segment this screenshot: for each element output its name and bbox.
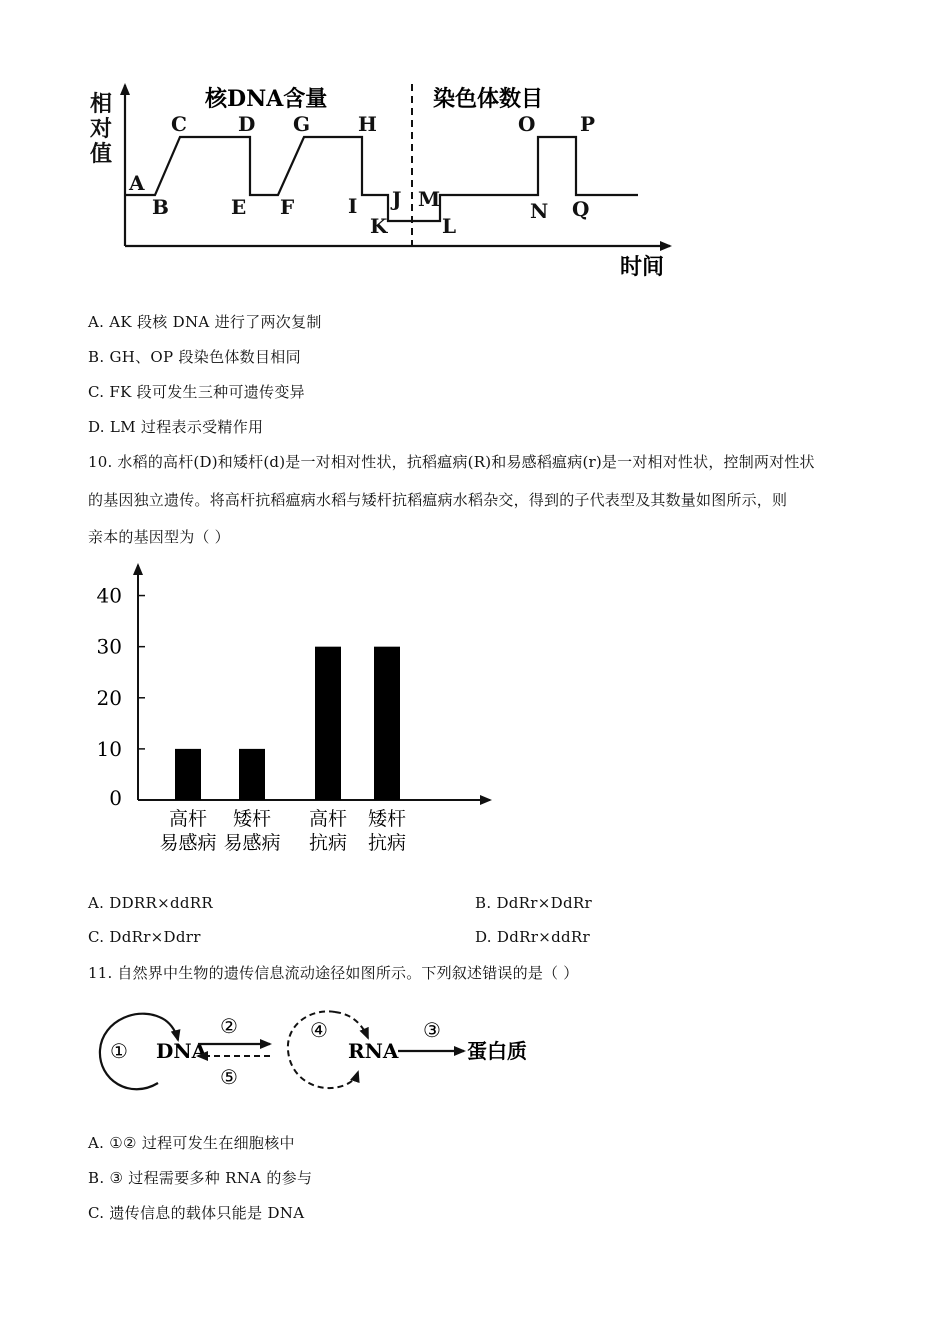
label-C: C	[171, 112, 187, 136]
label-B: B	[152, 195, 169, 219]
category-label-1-0: 矮杆	[232, 808, 272, 830]
label-1: ①	[110, 1039, 128, 1063]
q11-option-c[interactable]: C. 遗传信息的载体只能是 DNA	[88, 1204, 305, 1222]
category-label-1-1: 易感病	[223, 832, 281, 854]
label-J: J	[392, 187, 402, 211]
bar-0	[175, 749, 201, 800]
q11-stem: 11. 自然界中生物的遗传信息流动途径如图所示。下列叙述错误的是（ ）	[88, 964, 579, 982]
chromosome-title: 染色体数目	[433, 86, 544, 112]
label-A: A	[129, 171, 145, 195]
svg-text:值: 值	[89, 141, 113, 167]
category-label-3-1: 抗病	[367, 832, 407, 854]
central-dogma-diagram	[0, 1000, 950, 1100]
label-Q: Q	[572, 197, 590, 221]
x-axis-label: 时间	[620, 254, 665, 280]
label-I: I	[348, 194, 358, 218]
chromosome-number-curve	[412, 137, 638, 221]
label-5: ⑤	[220, 1065, 238, 1089]
label-P: P	[580, 112, 596, 136]
label-3: ③	[423, 1018, 441, 1042]
dna-chromosome-figure	[0, 0, 950, 290]
svg-text:对: 对	[89, 116, 113, 142]
rna-label: RNA	[348, 1039, 399, 1063]
category-label-2-0: 高杆	[308, 808, 348, 830]
q9-option-a[interactable]: A. AK 段核 DNA 进行了两次复制	[88, 313, 322, 331]
y-tick-label: 0	[109, 786, 122, 810]
y-tick-label: 20	[96, 685, 122, 710]
offspring-bar-chart	[0, 555, 950, 865]
rna-replication-loop-top	[335, 1012, 368, 1038]
category-label-0-1: 易感病	[159, 832, 217, 854]
label-2: ②	[220, 1014, 238, 1038]
q10-option-b[interactable]: B. DdRr×DdRr	[475, 894, 592, 912]
q11-option-b[interactable]: B. ③ 过程需要多种 RNA 的参与	[88, 1169, 313, 1187]
label-L: L	[442, 214, 457, 238]
label-O: O	[518, 112, 536, 136]
svg-text:相: 相	[89, 91, 113, 117]
q10-option-a[interactable]: A. DDRR×ddRR	[88, 894, 213, 912]
category-label-3-0: 矮杆	[367, 808, 407, 830]
q10-option-d[interactable]: D. DdRr×ddRr	[475, 928, 590, 946]
q9-option-d[interactable]: D. LM 过程表示受精作用	[88, 418, 264, 436]
label-4: ④	[310, 1018, 328, 1042]
category-label-2-1: 抗病	[308, 832, 348, 854]
q10-stem-line2: 的基因独立遗传。将高杆抗稻瘟病水稻与矮杆抗稻瘟病水稻杂交，得到的子代表型及其数量如图所示，则	[88, 491, 788, 509]
q10-stem-line1: 10. 水稻的高杆(D)和矮杆(d)是一对相对性状，抗稻瘟病(R)和易感稻瘟病(r)是一对相对性状，控制两对性状	[88, 453, 815, 471]
label-D: D	[238, 112, 256, 136]
dna-label: DNA	[156, 1039, 208, 1063]
bar-1	[239, 749, 265, 800]
label-G: G	[293, 112, 311, 136]
q10-option-c[interactable]: C. DdRr×Ddrr	[88, 928, 201, 946]
bar-2	[315, 647, 341, 800]
label-M: M	[418, 187, 441, 211]
q9-option-c[interactable]: C. FK 段可发生三种可遗传变异	[88, 383, 305, 401]
y-tick-label: 30	[96, 634, 122, 659]
category-label-0-0: 高杆	[168, 808, 208, 830]
y-tick-label: 10	[96, 736, 122, 761]
y-tick-label: 40	[96, 583, 122, 608]
label-K: K	[370, 214, 388, 238]
q11-option-a[interactable]: A. ①② 过程可发生在细胞核中	[88, 1134, 295, 1152]
protein-label: 蛋白质	[467, 1039, 527, 1063]
label-N: N	[530, 199, 549, 223]
q10-stem-line3: 亲本的基因型为（ ）	[88, 528, 230, 546]
label-H: H	[358, 112, 377, 136]
bar-3	[374, 647, 400, 800]
label-E: E	[231, 195, 247, 219]
label-F: F	[280, 195, 295, 219]
q9-option-b[interactable]: B. GH、OP 段染色体数目相同	[88, 348, 301, 366]
dna-title: 核DNA含量	[205, 86, 328, 112]
y-axis-label	[90, 91, 112, 167]
